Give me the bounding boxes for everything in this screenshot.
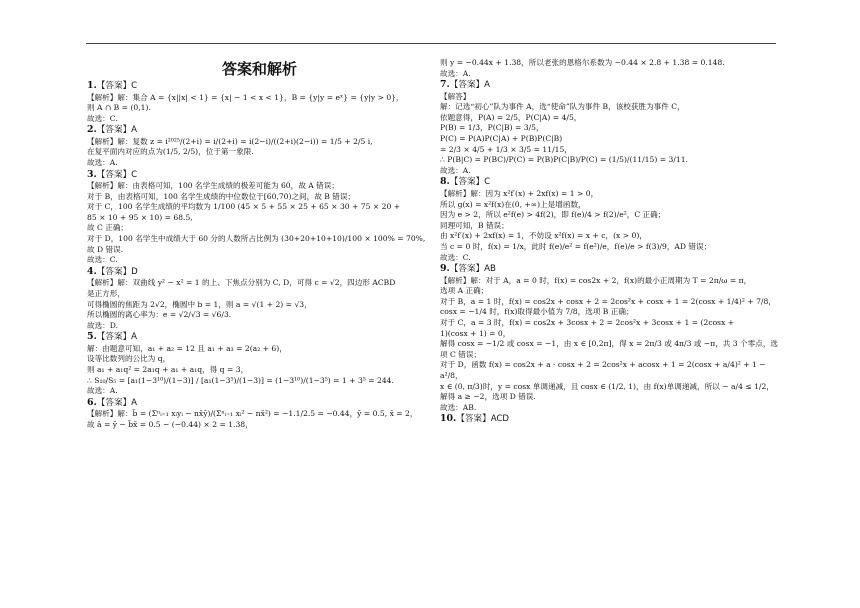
page-title: 答案和解析: [221, 60, 297, 78]
answer-heading: [87, 169, 432, 182]
solution-line: 故 â = ȳ − b̂x̄ = 0.5 − (−0.44) × 2 = 1.38，: [87, 419, 253, 429]
solution-line: cosx = −1/4 时，f(x)取得最小值为 7/8，选项 B 正确；: [440, 307, 634, 317]
solution-line: 【解析】解：b̂ = (Σⁿᵢ₌₁ xᵢyᵢ − nx̄ȳ)/(Σⁿᵢ₌₁ xᵢ² − nx̄²) = −1.1/2.5 = −0.44，ȳ = 0.5, x̄ = 2，: [87, 409, 418, 419]
answer-label: 【答案】A: [96, 125, 138, 136]
solution-line: 故选：D.: [87, 320, 119, 330]
solution-line: 设等比数列的公比为 q，: [87, 354, 171, 364]
solution-line: 【解析】解：双曲线 y² − x² = 1 的上、下焦点分别为 C, D，可得 c = √2，四边形 ACBD: [87, 278, 396, 288]
question-number: 5.: [87, 331, 97, 343]
answer-label: 【答案】ACD: [456, 414, 510, 425]
solution-line: 所以椭圆的离心率为：e = √2/√3 = √6/3.: [87, 310, 232, 320]
question-number: 9.: [440, 263, 450, 275]
solution-line: 故选：A.: [440, 68, 471, 78]
question-number: 2.: [87, 124, 97, 136]
answer-label: 【答案】A: [96, 332, 138, 343]
solution-line: 故选：C.: [440, 252, 471, 262]
question-number: 3.: [87, 168, 97, 180]
answer-heading: [440, 263, 785, 276]
solution-line: 由 x²f′(x) + 2xf(x) = 1，不妨设 x²f(x) = x + c，(x > 0)，: [440, 231, 647, 241]
solution-line: 故选：AB.: [440, 402, 477, 412]
answer-label: 【答案】D: [96, 266, 138, 277]
answer-label: 【答案】C: [96, 169, 138, 180]
answer-label: 【答案】A: [449, 80, 491, 91]
solution-line: a²/8，: [440, 370, 463, 380]
answer-label: 【答案】C: [96, 81, 138, 91]
question-number: 6.: [87, 396, 97, 408]
solution-line: 解：记选“初心”队为事件 A，选“使命”队为事件 B，该校获胜为事件 C，: [440, 102, 685, 112]
solution-line: 对于 C，100 名学生成绩的平均数为 1/100 (45 × 5 + 55 × 25 + 65 × 30 + 75 × 20 +: [87, 202, 401, 212]
solution-line: 对于 C，a = 3 时，f(x) = cos2x + 3cosx + 2 = 2cos²x + 3cosx + 1 = (2cosx +: [440, 317, 735, 327]
answer-heading: [87, 80, 432, 93]
right-column: [440, 58, 785, 426]
solution-line: 故选：A.: [440, 165, 471, 175]
solution-line: 故 D 错误.: [87, 244, 124, 254]
solution-line: 故选：C.: [87, 113, 118, 123]
solution-line: 【解析】解：由表格可知，100 名学生成绩的极差可能为 60，故 A 错误；: [87, 181, 339, 191]
solution-line: = 2/3 × 4/5 + 1/3 × 3/5 = 11/15，: [440, 144, 572, 154]
answer-heading: [87, 124, 432, 137]
left-column: [87, 58, 432, 430]
right-lines: [440, 58, 785, 426]
solution-line: 1)(cosx + 1) = 0，: [440, 328, 511, 338]
solution-line: 对于 D，100 名学生中成绩大于 60 分的人数所占比例为 (30+20+10+10)/100 × 100% = 70%,: [87, 234, 426, 244]
question-number: 1.: [87, 80, 97, 91]
solution-line: 解得 a ≥ −2，选项 D 错误.: [440, 392, 536, 402]
solution-line: 故选：C.: [87, 255, 118, 265]
solution-line: 则 A ∩ B = (0,1).: [87, 103, 151, 113]
answer-heading: [87, 331, 432, 344]
question-number: 10.: [440, 413, 457, 425]
solution-line: 是正方形，: [87, 288, 125, 298]
solution-line: 故选：A.: [87, 386, 118, 396]
solution-line: 当 c = 0 时，f(x) = 1/x，此时 f(e)/e² = f(e²)/e，f(e)/e > f(3)/9，AD 错误；: [440, 241, 712, 251]
solution-line: 因为 e > 2，所以 e²f(e) > 4f(2)，即 f(e)/4 > f(2)/e²，C 正确；: [440, 210, 666, 220]
solution-line: 所以 g(x) = x²f(x)在(0, +∞)上是增函数，: [440, 199, 586, 209]
solution-line: P(B) = 1/3，P(C|B) = 3/5，: [440, 123, 544, 133]
solution-line: 项 C 错误；: [440, 349, 482, 359]
solution-line: 故 C 正确；: [87, 223, 129, 233]
left-lines: [87, 80, 432, 430]
solution-line: 对于 B，a = 1 时，f(x) = cos2x + cosx + 2 = 2cos²x + cosx + 1 = 2(cosx + 1/4)² + 7/8，: [440, 296, 776, 306]
solution-line: 则 a₁ + a₁q² = 2a₁q + a₁ + a₁q，得 q = 3，: [87, 364, 249, 374]
solution-line: 解：由题意可知，a₁ + a₂ = 12 且 a₁ + a₃ = 2(a₂ + 6)，: [87, 343, 287, 353]
solution-line: x ∈ (0, π/3)时，y = cosx 单调递减，且 cosx ∈ (1/2, 1)，由 f(x)单调递减，所以 − a/4 ≤ 1/2，: [440, 381, 774, 391]
solution-line: 85 × 10 + 95 × 10) = 68.5,: [87, 212, 193, 222]
solution-line: 解得 cosx = −1/2 或 cosx = −1，由 x ∈ [0,2π]，得 x = 2π/3 或 4π/3 或 −π，共 3 个零点，选: [440, 339, 779, 349]
answer-heading: [440, 413, 785, 426]
solution-line: 在复平面内对应的点为(1/5, 2/5)，位于第一象限.: [87, 147, 254, 157]
solution-line: P(C) = P(A)P(C|A) + P(B)P(C|B): [440, 134, 563, 144]
answer-heading: [87, 397, 432, 410]
solution-line: 【解析】解：集合 A = {x||x| < 1} = {x| − 1 < x < 1}，B = {y|y = eˣ} = {y|y > 0}，: [87, 92, 404, 102]
solution-line: ∴ S₁₀/S₅ = [a₁(1−3¹⁰)/(1−3)] / [a₁(1−3⁵)/(1−3)] = (1−3¹⁰)/(1−3⁵) = 1 + 3⁵ = 244.: [87, 375, 394, 385]
solution-line: 故选：A.: [87, 157, 118, 167]
solution-line: 【解答】: [440, 91, 471, 101]
answer-heading: [440, 176, 785, 189]
solution-line: 【解析】解：复数 z = i²⁰²⁵/(2+i) = i/(2+i) = i(2−i)/((2+i)(2−i)) = 1/5 + 2/5 i,: [87, 136, 373, 146]
answer-label: 【答案】C: [449, 177, 491, 188]
solution-line: 对于 B，由表格可知，100 名学生成绩的中位数位于[60,70)之间，故 B 错误；: [87, 191, 356, 201]
question-number: 4.: [87, 265, 97, 277]
answer-heading: [440, 79, 785, 92]
solution-line: 【解析】解：对于 A，a = 0 时，f(x) = cos2x + 2，f(x)的最小正周期为 T = 2π/ω = π，: [440, 275, 752, 285]
answer-label: 【答案】A: [96, 397, 138, 408]
solution-line: 则 y = −0.44x + 1.38，所以老张的恩格尔系数为 −0.44 × 2.8 + 1.38 = 0.148.: [440, 58, 725, 67]
question-number: 8.: [440, 176, 450, 188]
answer-label: 【答案】AB: [449, 264, 496, 275]
solution-line: 同理可知，B 错误；: [440, 220, 509, 230]
solution-line: 【解析】解：因为 x²f′(x) + 2xf(x) = 1 > 0，: [440, 188, 599, 198]
question-number: 7.: [440, 79, 450, 91]
answer-heading: [87, 266, 432, 279]
solution-line: 选项 A 正确；: [440, 286, 489, 296]
solution-line: ∴ P(B|C) = P(BC)/P(C) = P(B)P(C|B)/P(C) = (1/5)/(11/15) = 3/11.: [440, 155, 688, 165]
solution-line: 可得椭圆的焦距为 2√2，椭圆中 b = 1，则 a = √(1 + 2) = √3，: [87, 299, 312, 309]
top-rule: [86, 43, 776, 44]
solution-line: 对于 D，函数 f(x) = cos2x + a · cosx + 2 = 2cos²x + acosx + 1 = 2(cosx + a/4)² + 1 −: [440, 360, 766, 370]
solution-line: 依题意得，P(A) = 2/5，P(C|A) = 4/5，: [440, 112, 582, 122]
